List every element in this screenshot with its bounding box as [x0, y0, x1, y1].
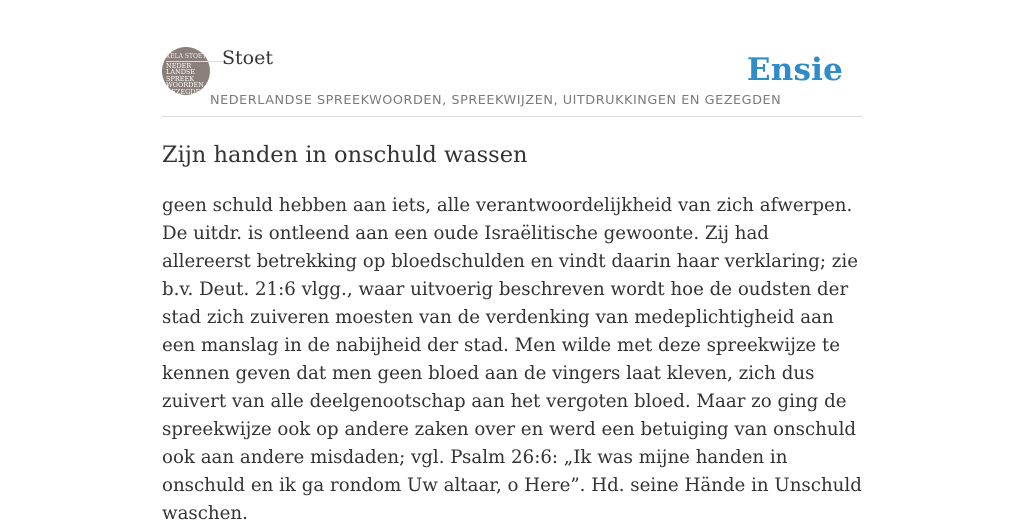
avatar-line: SPREEK	[166, 74, 195, 83]
author-name[interactable]: Stoet	[222, 47, 273, 69]
brand-logo[interactable]: Ensie	[746, 52, 843, 88]
page-title: Zijn handen in onschuld wassen	[162, 142, 528, 168]
definition-text: geen schuld hebben aan iets, alle verantwoordelijkheid van zich afwerpen. De uitdr. is ontleend aan een oude Israëlitische gewoonte. Zij had allereerst betrekking op bloedschulden en vindt daarin haar verklaring; zie b.v. Deut. 21:6 vlgg., waar uitvoerig beschreven wordt hoe de oudsten der stad zich zuiveren moesten van de verdenking van medeplichtigheid aan een manslag in de nabijheid der stad. Men wilde met deze spreekwijze te kennen geven dat men geen bloed aan de vingers laat kleven, zich dus zuivert van alle deelgenootschap aan het vergoten bloed. Maar zo ging de spreekwijze ook op andere zaken over en werd een betuiging van onschuld ook aan andere misdaden; vgl. Psalm 26:6: „Ik was mijne handen in onschuld en ik ga rondom Uw altaar, o Here”. Hd. seine Hände in Unschuld waschen.	[162, 195, 862, 524]
avatar-line: GEZEGDEN	[166, 87, 207, 96]
avatar[interactable]	[162, 47, 217, 96]
header	[162, 46, 862, 117]
avatar-line: XELA STOET	[166, 54, 226, 62]
avatar-line: NEDER	[166, 61, 192, 70]
avatar-line: LANDSE	[166, 68, 196, 76]
avatar-line: WOORDEN EN	[166, 81, 217, 89]
avatar-cover-text	[166, 54, 226, 95]
source-subtitle[interactable]: NEDERLANDSE SPREEKWOORDEN, SPREEKWIJZEN, UITDRUKKINGEN EN GEZEGDEN	[210, 93, 782, 108]
